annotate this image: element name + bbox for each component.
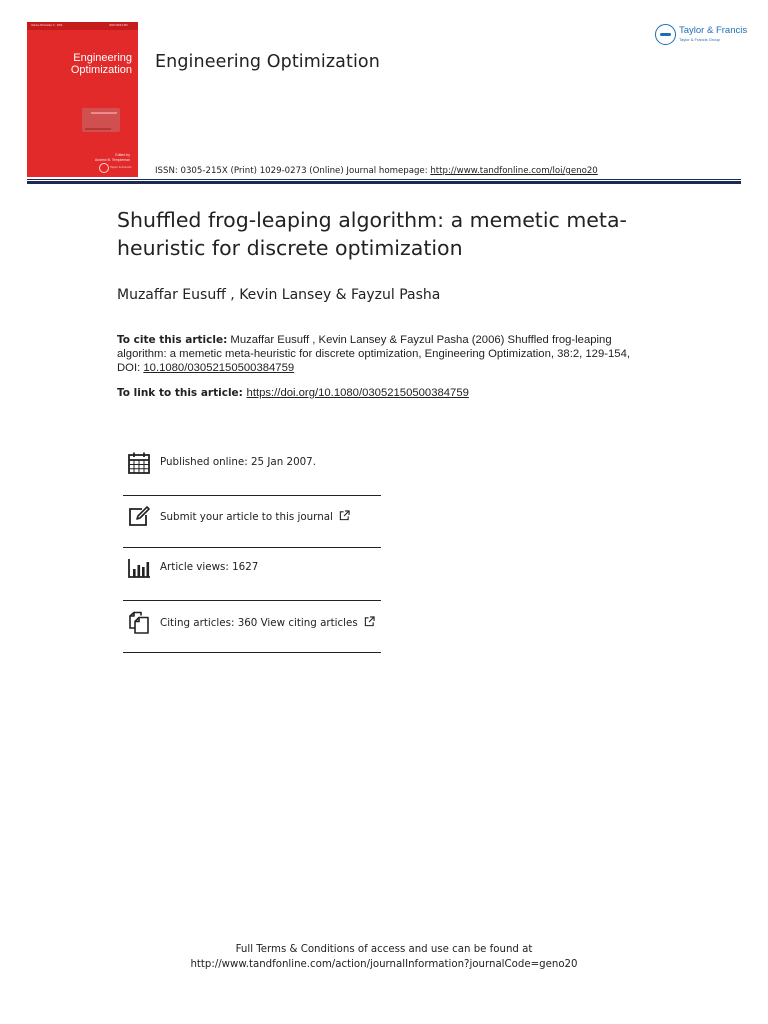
article-link-label: To link to this article: (117, 387, 247, 399)
article-doi-link[interactable]: https://doi.org/10.1080/03052150500384759 (246, 387, 469, 399)
article-views-row (123, 558, 381, 578)
cover-title (32, 52, 132, 76)
info-divider (123, 547, 381, 548)
submit-article-label: Submit your article to this journal (160, 511, 333, 523)
cover-title-line-1: Engineering (73, 52, 132, 64)
external-link-icon (364, 616, 375, 627)
cover-title-line-2: Optimization (70, 64, 132, 76)
journal-title: Engineering Optimization (155, 52, 380, 72)
article-link-block (117, 387, 469, 399)
article-title: Shuffled frog-leaping algorithm: a memetic meta-heuristic for discrete optimization (117, 208, 627, 260)
submit-article-text[interactable] (160, 510, 350, 523)
calendar-icon (127, 451, 151, 475)
citation-doi-link[interactable]: 10.1080/03052150500384759 (143, 362, 295, 374)
cover-publisher-mark-text: Taylor & Francis (110, 165, 132, 169)
journal-cover-image (27, 22, 138, 177)
publisher-logo[interactable] (654, 22, 754, 48)
publisher-logo-icon (655, 24, 676, 45)
citation-text: Muzaffar Eusuff , Kevin Lansey & Fayzul Pasha (2006) Shuffled frog-leaping algorithm: a memetic meta-heuristic for discrete optimization, Engineering Optimization, 38:2, 129-154, DOI: (117, 334, 630, 374)
external-link-icon (339, 510, 350, 521)
cover-top-strip (27, 22, 138, 30)
citation-label: To cite this article: (117, 334, 228, 346)
header-divider (27, 181, 741, 184)
cover-illustration (82, 108, 120, 132)
info-divider (123, 495, 381, 496)
article-authors: Muzaffar Eusuff , Kevin Lansey & Fayzul Pasha (117, 287, 441, 303)
publisher-logo-name: Taylor & Francis (679, 25, 748, 36)
published-online-text: Published online: 25 Jan 2007. (160, 456, 316, 468)
citation-block (117, 333, 647, 375)
citing-articles-text[interactable] (160, 616, 375, 629)
header-divider-thin (27, 179, 741, 180)
cover-strip-right: ISSN 0305-215X (109, 24, 128, 27)
footer-line-1: Full Terms & Conditions of access and use can be found at (235, 944, 533, 955)
info-divider (123, 652, 381, 653)
info-divider (123, 600, 381, 601)
footer-terms-link[interactable]: http://www.tandfonline.com/action/journalInformation?journalCode=geno20 (190, 959, 578, 970)
cover-editor (40, 153, 130, 163)
cover-strip-left: Volume 00 Number 0 · 2000 (31, 24, 63, 27)
citing-articles-row[interactable] (123, 613, 381, 633)
cover-editor-line-1: Edited by (115, 153, 130, 157)
article-views-text: Article views: 1627 (160, 561, 259, 573)
published-online-row (123, 453, 381, 473)
edit-icon (127, 505, 151, 529)
journal-homepage-link[interactable]: http://www.tandfonline.com/loi/geno20 (430, 166, 598, 176)
bar-chart-icon (127, 556, 151, 580)
submit-article-row[interactable] (123, 507, 381, 527)
copy-documents-icon (127, 611, 151, 635)
issn-line (155, 166, 598, 176)
publisher-logo-subtitle: Taylor & Francis Group (679, 37, 720, 42)
footer-terms (0, 942, 768, 972)
cover-editor-line-2: Andrew B. Templeman (94, 158, 130, 162)
citing-articles-label: Citing articles: 360 View citing articles (160, 617, 358, 629)
issn-text: ISSN: 0305-215X (Print) 1029-0273 (Online) Journal homepage: (155, 166, 431, 176)
